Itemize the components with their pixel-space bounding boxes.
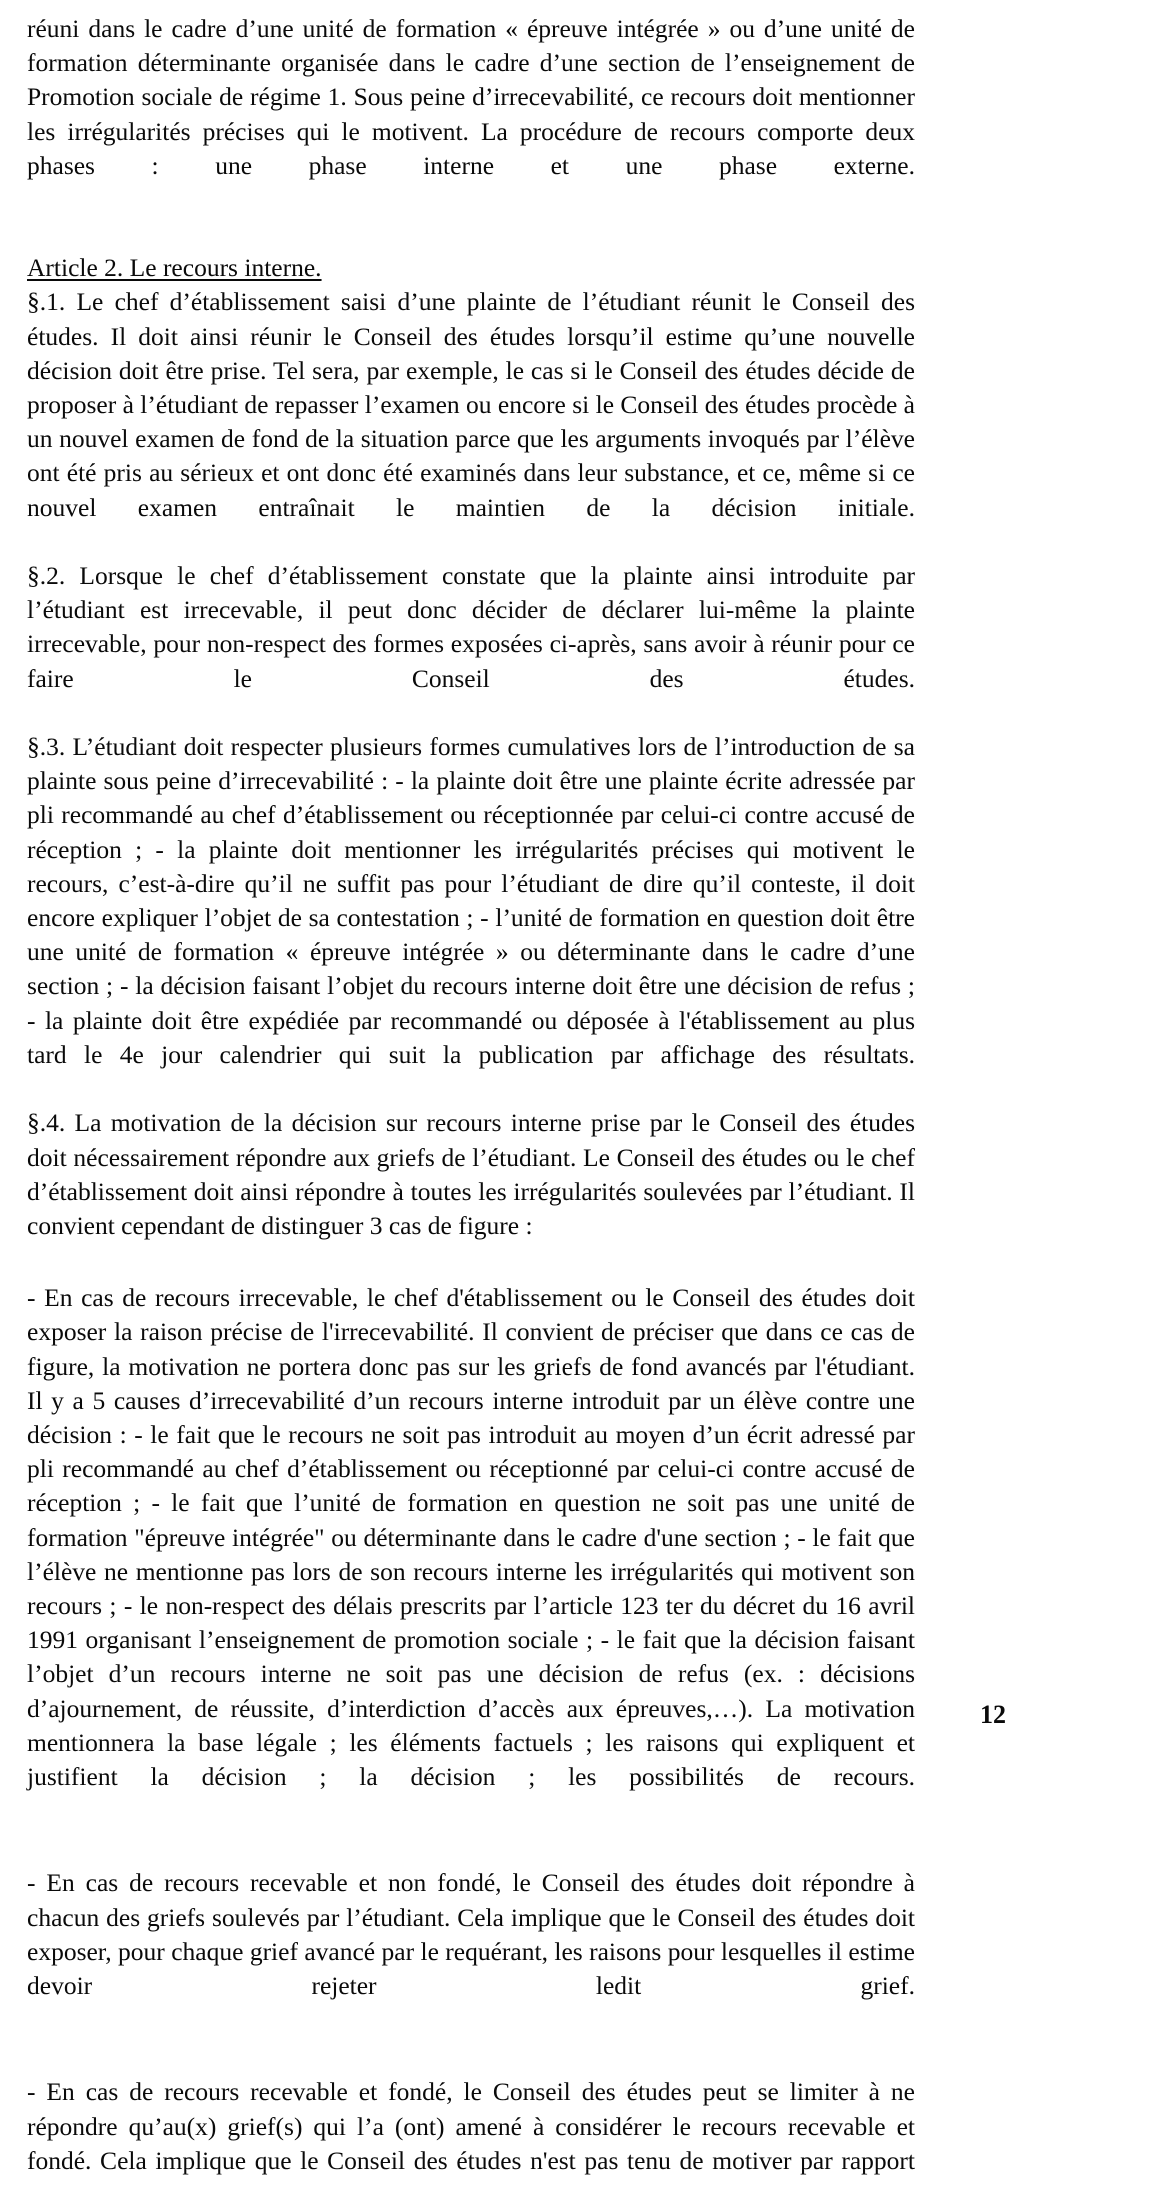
page-number: 12 — [980, 1700, 1006, 1729]
paragraph-intro-continued: réuni dans le cadre d’une unité de formation « épreuve intégrée » ou d’une unité de formation déterminante organisée dans le cadre d’une section de l’enseignement de Promotion sociale de régime 1. Sous peine d’irrecevabilité, ce recours doit mentionner les irrégularités précises qui le motivent. La procédure de recours comporte deux phases : une phase interne et une phase externe. — [27, 14, 915, 180]
paragraph-article2-par3: §.3. L’étudiant doit respecter plusieurs formes cumulatives lors de l’introduction de sa plainte sous peine d’irrecevabilité : - la plainte doit être une plainte écrite adressée par pli recommandé au chef d’établissement ou réceptionnée par celui-ci contre accusé de réception ; - la plainte doit mentionner les irrégularités précises qui motivent le recours, c’est-à-dire qu’il ne suffit pas pour l’étudiant de dire qu’il conteste, il doit encore expliquer l’objet de sa contestation ; - l’unité de formation en question doit être une unité de formation « épreuve intégrée » ou déterminante dans le cadre d’une section ; - la décision faisant l’objet du recours interne doit être une décision de refus ; - la plainte doit être expédiée par recommandé ou déposée à l'établissement au plus tard le 4e jour calendrier qui suit la publication par affichage des résultats. — [27, 732, 915, 1069]
paragraph-spacer — [27, 1828, 915, 1866]
paragraph-spacer — [27, 2037, 915, 2075]
paragraph-case-recevable-fonde: - En cas de recours recevable et fondé, le Conseil des études peut se limiter à ne répondre qu’au(x) grief(s) qui l’a (ont) amené à considérer le recours recevable et fondé. Cela implique que le Conseil des études n'est pas tenu de motiver par rapport — [27, 2077, 915, 2175]
paragraph-spacer — [27, 217, 915, 251]
paragraph-spacer — [27, 1243, 915, 1281]
paragraph-case-recevable-non-fonde: - En cas de recours recevable et non fondé, le Conseil des études doit répondre à chacun des griefs soulevés par l’étudiant. Cela implique que le Conseil des études doit exposer, pour chaque grief avancé par le requérant, les raisons pour lesquelles il estime devoir rejeter ledit grief. — [27, 1868, 915, 2000]
paragraph-article2-par4: §.4. La motivation de la décision sur recours interne prise par le Conseil des études doit nécessairement répondre aux griefs de l’étudiant. Le Conseil des études ou le chef d’établissement doit ainsi répondre à toutes les irrégularités soulevées par l’étudiant. Il convient cependant de distinguer 3 cas de figure : — [27, 1108, 915, 1240]
paragraph-article2-par1: §.1. Le chef d’établissement saisi d’une plainte de l’étudiant réunit le Conseil des études. Il doit ainsi réunir le Conseil des études lorsqu’il estime qu’une nouvelle décision doit être prise. Tel sera, par exemple, le cas si le Conseil des études décide de proposer à l’étudiant de repasser l’examen ou encore si le Conseil des études procède à un nouvel examen de fond de la situation parce que les arguments invoqués par l’élève ont été pris au sérieux et ont donc été examinés dans leur substance, et ce, même si ce nouvel examen entraînait le maintien de la décision initiale. — [27, 287, 915, 522]
paragraph-article2-par2: §.2. Lorsque le chef d’établissement constate que la plainte ainsi introduite par l’étudiant est irrecevable, il peut donc décider de déclarer lui-même la plainte irrecevable, pour non-respect des formes exposées ci-après, sans avoir à réunir pour ce faire le Conseil des études. — [27, 561, 915, 693]
heading-article-2-label: Article 2. Le recours interne. — [27, 253, 322, 283]
heading-article-2 — [27, 251, 915, 285]
document-body — [27, 12, 915, 2212]
paragraph-case-irrecevable: - En cas de recours irrecevable, le chef d'établissement ou le Conseil des études doit exposer la raison précise de l'irrecevabilité. Il convient de préciser que dans ce cas de figure, la motivation ne portera donc pas sur les griefs de fond avancés par l'étudiant. Il y a 5 causes d’irrecevabilité d’un recours interne introduit par un élève contre une décision : - le fait que le recours ne soit pas introduit au moyen d’un écrit adressé par pli recommandé au chef d’établissement ou réceptionné par celui-ci contre accusé de réception ; - le fait que l’unité de formation en question ne soit pas une unité de formation "épreuve intégrée" ou déterminante dans le cadre d'une section ; - le fait que l’élève ne mentionne pas lors de son recours interne les irrégularités qui motivent son recours ; - le non-respect des délais prescrits par l’article 123 ter du décret du 16 avril 1991 organisant l’enseignement de promotion sociale ; - le fait que la décision faisant l’objet d’un recours interne ne soit pas une décision de refus (ex. : décisions d’ajournement, de réussite, d’interdiction d’accès aux épreuves,…). La motivation mentionnera la base légale ; les éléments factuels ; les raisons qui expliquent et justifient la décision ; la décision ; les possibilités de recours. — [27, 1283, 915, 1791]
